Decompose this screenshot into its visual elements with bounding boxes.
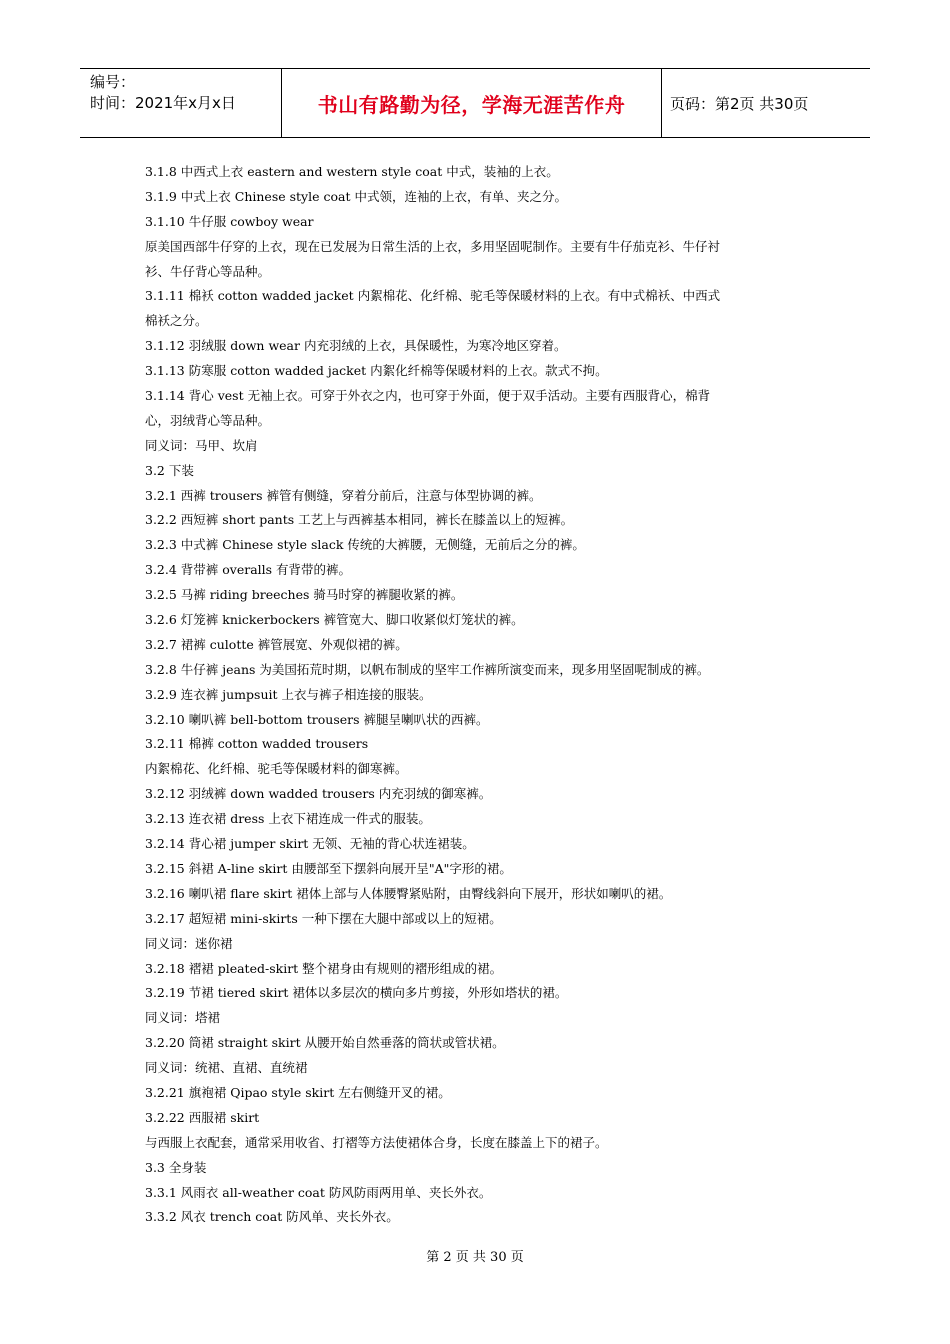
text-line: 3.2.21 旗袍裙 Qipao style skirt 左右侧缝开叉的裙。 xyxy=(145,1084,451,1100)
page-header xyxy=(80,68,870,138)
text-line: 3.1.9 中式上衣 Chinese style coat 中式领，连袖的上衣，有单、夹之分。 xyxy=(145,188,567,204)
document-body xyxy=(145,160,815,1230)
text-line: 原美国西部牛仔穿的上衣，现在已发展为日常生活的上衣，多用坚固呢制作。主要有牛仔茄克衫、牛仔衬 xyxy=(145,238,721,254)
text-line: 3.2.11 棉裤 cotton wadded trousers xyxy=(145,736,369,752)
text-line: 内絮棉花、化纤棉、驼毛等保暖材料的御寒裤。 xyxy=(145,761,408,777)
text-line: 3.2.19 节裙 tiered skirt 裙体以多层次的横向多片剪接，外形如塔状的裙。 xyxy=(145,985,568,1001)
time-label: 时间：2021年x月x日 xyxy=(90,94,236,112)
text-line: 心，羽绒背心等品种。 xyxy=(145,412,271,428)
text-line: 3.2.3 中式裤 Chinese style slack 传统的大裤腰，无侧缝，无前后之分的裤。 xyxy=(145,537,585,553)
header-motto-cell xyxy=(282,69,662,137)
text-line: 3.2.15 斜裙 A-line skirt 由腰部至下摆斜向展开呈"A"字形的裙。 xyxy=(145,860,512,876)
text-line: 3.2.6 灯笼裤 knickerbockers 裤管宽大、脚口收紧似灯笼状的裤。 xyxy=(145,612,524,628)
text-line: 3.2.13 连衣裙 dress 上衣下裙连成一件式的服装。 xyxy=(145,811,431,827)
serial-label: 编号： xyxy=(90,73,136,91)
text-line: 3.2.9 连衣裤 jumpsuit 上衣与裤子相连接的服装。 xyxy=(145,686,432,702)
text-line: 3.2.12 羽绒裤 down wadded trousers 内充羽绒的御寒裤。 xyxy=(145,786,492,802)
footer-page-number: 第 2 页 共 30 页 xyxy=(426,1250,524,1265)
text-line: 3.1.14 背心 vest 无袖上衣。可穿于外衣之内，也可穿于外面，便于双手活动。主要有西服背心，棉背 xyxy=(145,388,711,404)
text-line: 3.3.2 风衣 trench coat 防风单、夹长外衣。 xyxy=(145,1209,399,1225)
text-line: 3.1.12 羽绒服 down wear 内充羽绒的上衣，具保暖性，为寒冷地区穿着。 xyxy=(145,338,567,354)
text-line: 3.2.10 喇叭裤 bell-bottom trousers 裤腿呈喇叭状的西裤。 xyxy=(145,711,489,727)
text-line: 3.2.2 西短裤 short pants 工艺上与西裤基本相同，裤长在膝盖以上的短裤。 xyxy=(145,512,574,528)
text-line: 3.2.17 超短裙 mini-skirts 一种下摆在大腿中部或以上的短裙。 xyxy=(145,910,502,926)
text-line: 3.1.11 棉袄 cotton wadded jacket 内絮棉花、化纤棉、驼毛等保暖材料的上衣。有中式棉袄、中西式 xyxy=(145,288,721,304)
text-line: 同义词：塔裙 xyxy=(145,1010,221,1026)
text-line: 与西服上衣配套，通常采用收省、打褶等方法使裙体合身，长度在膝盖上下的裙子。 xyxy=(145,1134,608,1150)
text-line: 3.2.8 牛仔裤 jeans 为美国拓荒时期，以帆布制成的坚牢工作裤所演变而来，现多用坚固呢制成的裤。 xyxy=(145,661,710,677)
header-page-info: 页码：第2页 共30页 xyxy=(670,94,809,113)
text-line: 同义词：迷你裙 xyxy=(145,935,233,951)
text-line: 3.2.14 背心裙 jumper skirt 无领、无袖的背心状连裙装。 xyxy=(145,836,475,852)
text-line: 3.2.4 背带裤 overalls 有背带的裤。 xyxy=(145,562,352,578)
header-meta xyxy=(80,69,282,137)
text-line: 3.1.8 中西式上衣 eastern and western style coat 中式，装袖的上衣。 xyxy=(145,164,559,179)
text-line: 3.2.7 裙裤 culotte 裤管展宽、外观似裙的裤。 xyxy=(145,636,408,652)
text-line: 3.3.1 风雨衣 all-weather coat 防风防雨两用单、夹长外衣。 xyxy=(145,1184,492,1200)
text-line: 3.2.22 西服裙 skirt xyxy=(145,1109,260,1125)
text-line: 3.1.10 牛仔服 cowboy wear xyxy=(145,213,314,229)
text-line: 同义词：统裙、直裙、直统裙 xyxy=(145,1060,308,1076)
page-footer xyxy=(0,1246,950,1265)
text-line: 3.2.16 喇叭裙 flare skirt 裙体上部与人体腰臀紧贴附，由臀线斜向下展开，形状如喇叭的裙。 xyxy=(145,885,672,901)
text-line: 3.3 全身装 xyxy=(145,1159,207,1175)
header-motto: 书山有路勤为径，学海无涯苦作舟 xyxy=(317,92,626,117)
text-line: 3.2 下装 xyxy=(145,462,194,478)
text-line: 3.2.1 西裤 trousers 裤管有侧缝，穿着分前后，注意与体型协调的裤。 xyxy=(145,487,542,503)
text-line: 棉袄之分。 xyxy=(145,313,208,329)
text-line: 3.2.5 马裤 riding breeches 骑马时穿的裤腿收紧的裤。 xyxy=(145,587,464,603)
text-line: 衫、牛仔背心等品种。 xyxy=(145,263,271,279)
text-line: 3.2.20 筒裙 straight skirt 从腰开始自然垂落的筒状或管状裙。 xyxy=(145,1035,505,1051)
text-line: 3.2.18 褶裙 pleated-skirt 整个裙身由有规则的褶形组成的裙。 xyxy=(145,960,503,976)
text-line: 3.1.13 防寒服 cotton wadded jacket 内絮化纤棉等保暖材料的上衣。款式不拘。 xyxy=(145,363,608,379)
text-line: 同义词：马甲、坎肩 xyxy=(145,437,258,453)
